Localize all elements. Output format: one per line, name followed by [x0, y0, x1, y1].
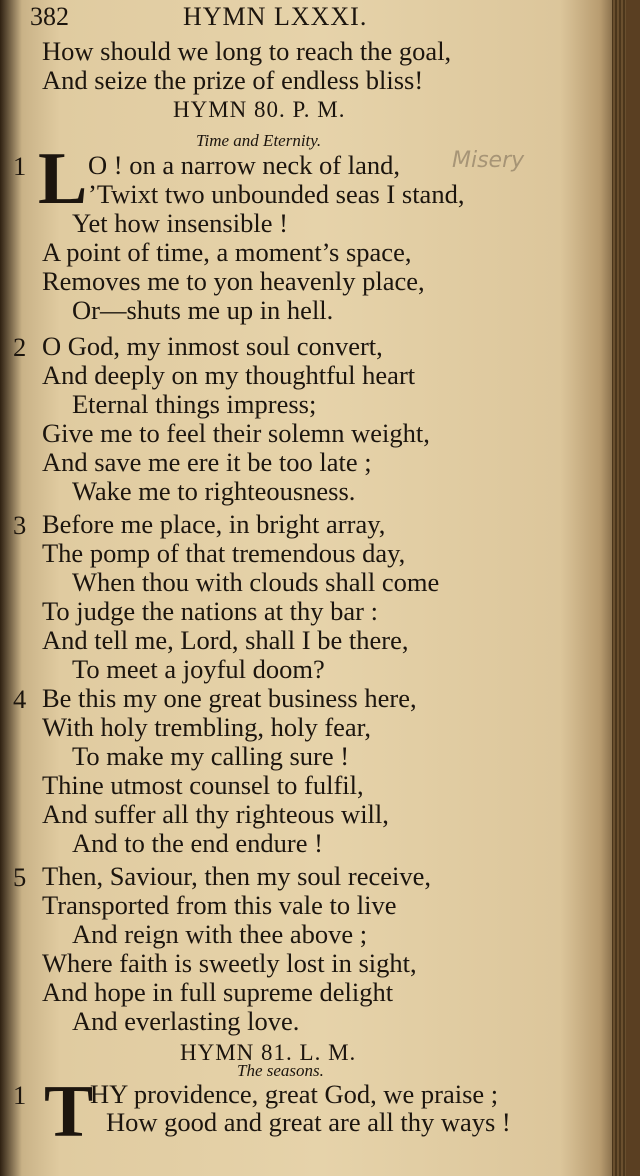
verse-line: HY providence, great God, we praise ; — [90, 1079, 499, 1109]
verse-line: Eternal things impress; — [72, 389, 317, 419]
verse-line: And everlasting love. — [72, 1006, 300, 1036]
verse-line: O God, my inmost soul convert, — [42, 331, 383, 361]
verse-line: And save me ere it be too late ; — [42, 447, 372, 477]
verse-line: How good and great are all thy ways ! — [106, 1107, 511, 1137]
verse-line: Be this my one great business here, — [42, 683, 417, 713]
verse-line: Then, Saviour, then my soul receive, — [42, 861, 431, 891]
verse-line: Give me to feel their solemn weight, — [42, 418, 430, 448]
verse-line: Wake me to righteousness. — [72, 476, 356, 506]
stanza-number: 3 — [13, 510, 27, 540]
continuation-line: How should we long to reach the goal, — [42, 36, 452, 66]
verse-line: And tell me, Lord, shall I be there, — [42, 625, 409, 655]
hymn-81-subtitle: The seasons. — [237, 1061, 324, 1080]
verse-line: The pomp of that tremendous day, — [42, 538, 406, 568]
drop-cap-l: L — [38, 138, 88, 220]
verse-line: And suffer all thy righteous will, — [42, 799, 389, 829]
hymn-81-title: HYMN 81. L. M. — [180, 1040, 357, 1065]
verse-line: Yet how insensible ! — [72, 208, 288, 238]
verse-line: Where faith is sweetly lost in sight, — [42, 948, 417, 978]
hymn-80-title: HYMN 80. P. M. — [173, 97, 346, 122]
verse-line: ’Twixt two unbounded seas I stand, — [88, 179, 465, 209]
stanza-number: 5 — [13, 862, 27, 892]
page-edge — [612, 0, 626, 1176]
hymn-80-subtitle: Time and Eternity. — [196, 131, 322, 150]
verse-line: To make my calling sure ! — [72, 741, 350, 771]
verse-line: O ! on a narrow neck of land, — [88, 150, 400, 180]
continuation-line: And seize the prize of endless bliss! — [42, 65, 424, 95]
stanza-number: 4 — [13, 684, 27, 714]
verse-line: And to the end endure ! — [72, 828, 323, 858]
verse-line: Before me place, in bright array, — [42, 509, 386, 539]
verse-line: Thine utmost counsel to fulfil, — [42, 770, 364, 800]
pencil-annotation: Misery — [452, 148, 525, 173]
stanza-number: 2 — [13, 332, 27, 362]
verse-line: And deeply on my thoughtful heart — [42, 360, 416, 390]
stanza-number: 1 — [13, 151, 27, 181]
verse-line: Or—shuts me up in hell. — [72, 295, 334, 325]
verse-line: To judge the nations at thy bar : — [42, 596, 378, 626]
verse-line: And reign with thee above ; — [72, 919, 368, 949]
verse-line: Transported from this vale to live — [42, 890, 397, 920]
verse-line: To meet a joyful doom? — [72, 654, 325, 684]
drop-cap-t: T — [44, 1071, 94, 1153]
stanza-number: 1 — [13, 1080, 27, 1110]
verse-line: With holy trembling, holy fear, — [42, 712, 372, 742]
verse-line: A point of time, a moment’s space, — [42, 237, 412, 267]
page-number: 382 — [30, 2, 69, 31]
verse-line: Removes me to yon heavenly place, — [42, 266, 425, 296]
verse-line: When thou with clouds shall come — [72, 567, 440, 597]
running-title: HYMN LXXXI. — [183, 2, 368, 31]
verse-line: And hope in full supreme delight — [42, 977, 394, 1007]
